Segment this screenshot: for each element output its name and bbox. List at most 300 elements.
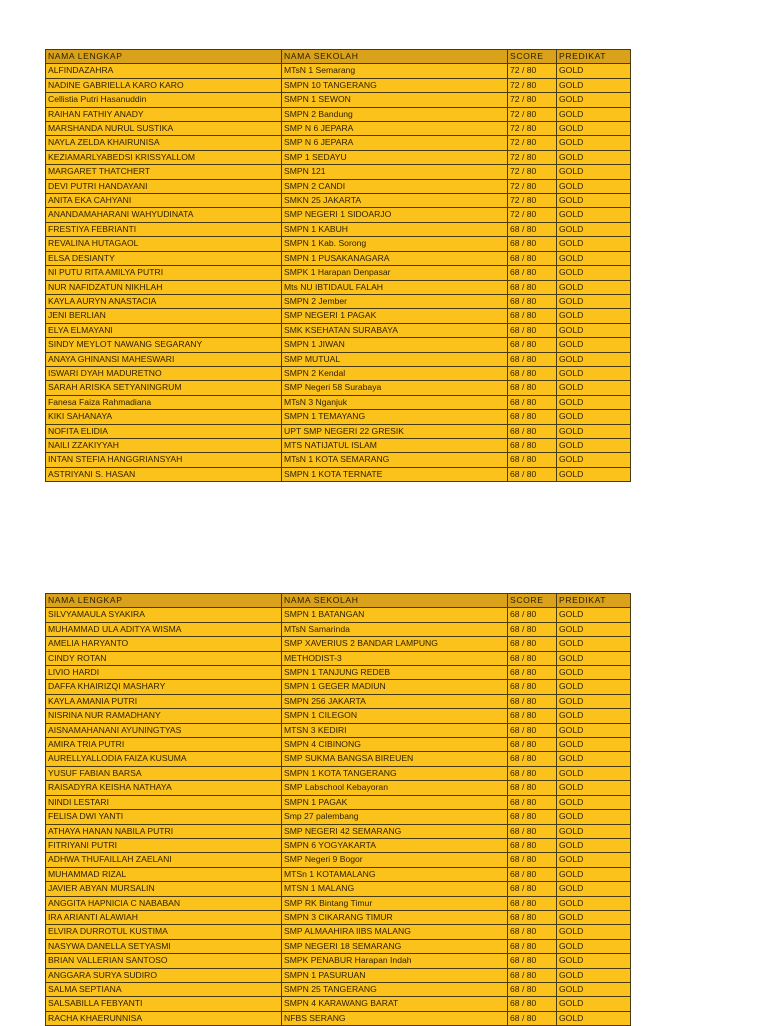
cell-name: ISWARI DYAH MADURETNO <box>46 366 282 380</box>
cell-school: MTsN Samarinda <box>282 622 508 636</box>
table-row <box>46 910 631 924</box>
column-header-predikat: PREDIKAT <box>557 50 631 64</box>
cell-name: ADHWA THUFAILLAH ZAELANI <box>46 853 282 867</box>
cell-predikat: GOLD <box>557 266 631 280</box>
cell-school: SMPN 4 KARAWANG BARAT <box>282 997 508 1011</box>
cell-school: MTSn 1 KOTAMALANG <box>282 867 508 881</box>
cell-predikat: GOLD <box>557 968 631 982</box>
table-row <box>46 882 631 896</box>
cell-predikat: GOLD <box>557 982 631 996</box>
cell-name: SILVYAMAULA SYAKIRA <box>46 608 282 622</box>
cell-school: SMPN 6 YOGYAKARTA <box>282 838 508 852</box>
cell-predikat: GOLD <box>557 838 631 852</box>
table-row <box>46 453 631 467</box>
cell-predikat: GOLD <box>557 338 631 352</box>
table-row <box>46 107 631 121</box>
cell-predikat: GOLD <box>557 882 631 896</box>
cell-school: SMPN 1 KABUH <box>282 222 508 236</box>
cell-name: AURELLYALLODIA FAIZA KUSUMA <box>46 752 282 766</box>
table-row <box>46 982 631 996</box>
cell-predikat: GOLD <box>557 622 631 636</box>
cell-score: 68 / 80 <box>508 781 557 795</box>
cell-predikat: GOLD <box>557 323 631 337</box>
cell-score: 72 / 80 <box>508 93 557 107</box>
table-row <box>46 424 631 438</box>
cell-score: 68 / 80 <box>508 738 557 752</box>
table-row <box>46 997 631 1011</box>
table-row <box>46 93 631 107</box>
cell-school: SMPN 1 GEGER MADIUN <box>282 680 508 694</box>
table-row <box>46 709 631 723</box>
cell-school: MTsN 1 Semarang <box>282 64 508 78</box>
cell-score: 72 / 80 <box>508 165 557 179</box>
column-header-name: NAMA LENGKAP <box>46 594 282 608</box>
cell-school: SMKN 25 JAKARTA <box>282 194 508 208</box>
cell-score: 68 / 80 <box>508 309 557 323</box>
table-body <box>46 64 631 482</box>
cell-school: SMPN 2 Jember <box>282 294 508 308</box>
cell-score: 68 / 80 <box>508 824 557 838</box>
column-header-score: SCORE <box>508 594 557 608</box>
cell-name: FRESTIYA FEBRIANTI <box>46 222 282 236</box>
cell-name: KEZIAMARLYABEDSI KRISSYALLOM <box>46 150 282 164</box>
cell-predikat: GOLD <box>557 410 631 424</box>
table-row <box>46 824 631 838</box>
cell-name: ATHAYA HANAN NABILA PUTRI <box>46 824 282 838</box>
cell-school: SMPN 10 TANGERANG <box>282 78 508 92</box>
cell-school: SMPN 1 CILEGON <box>282 709 508 723</box>
cell-name: DAFFA KHAIRIZQI MASHARY <box>46 680 282 694</box>
cell-name: ELYA ELMAYANI <box>46 323 282 337</box>
cell-score: 68 / 80 <box>508 352 557 366</box>
cell-school: MTSN 3 KEDIRI <box>282 723 508 737</box>
cell-score: 68 / 80 <box>508 982 557 996</box>
table-row <box>46 294 631 308</box>
cell-name: NINDI LESTARI <box>46 795 282 809</box>
table-row <box>46 766 631 780</box>
cell-name: SARAH ARISKA SETYANINGRUM <box>46 381 282 395</box>
table-row <box>46 925 631 939</box>
cell-name: FELISA DWI YANTI <box>46 810 282 824</box>
cell-score: 68 / 80 <box>508 925 557 939</box>
cell-name: NAILI ZZAKIYYAH <box>46 438 282 452</box>
cell-name: KAYLA AMANIA PUTRI <box>46 694 282 708</box>
cell-predikat: GOLD <box>557 352 631 366</box>
cell-score: 68 / 80 <box>508 680 557 694</box>
cell-name: DEVI PUTRI HANDAYANI <box>46 179 282 193</box>
cell-name: CINDY ROTAN <box>46 651 282 665</box>
cell-predikat: GOLD <box>557 766 631 780</box>
cell-school: SMPN 1 KOTA TERNATE <box>282 467 508 481</box>
cell-score: 68 / 80 <box>508 896 557 910</box>
cell-school: SMP MUTUAL <box>282 352 508 366</box>
cell-school: MTS NATIJATUL ISLAM <box>282 438 508 452</box>
cell-predikat: GOLD <box>557 608 631 622</box>
table-row <box>46 237 631 251</box>
table-row <box>46 637 631 651</box>
cell-predikat: GOLD <box>557 107 631 121</box>
cell-predikat: GOLD <box>557 637 631 651</box>
cell-score: 68 / 80 <box>508 954 557 968</box>
table-row <box>46 838 631 852</box>
table-row <box>46 122 631 136</box>
table-row <box>46 280 631 294</box>
cell-score: 68 / 80 <box>508 666 557 680</box>
cell-school: SMP Negeri 58 Surabaya <box>282 381 508 395</box>
cell-score: 68 / 80 <box>508 251 557 265</box>
cell-predikat: GOLD <box>557 723 631 737</box>
cell-name: LIVIO HARDI <box>46 666 282 680</box>
table-row <box>46 608 631 622</box>
table-row <box>46 666 631 680</box>
cell-school: SMPN 1 BATANGAN <box>282 608 508 622</box>
cell-predikat: GOLD <box>557 424 631 438</box>
cell-predikat: GOLD <box>557 93 631 107</box>
table-row <box>46 266 631 280</box>
table-row <box>46 795 631 809</box>
cell-predikat: GOLD <box>557 366 631 380</box>
table-row <box>46 150 631 164</box>
cell-score: 68 / 80 <box>508 853 557 867</box>
cell-school: SMP SUKMA BANGSA BIREUEN <box>282 752 508 766</box>
table-body <box>46 608 631 1026</box>
cell-score: 68 / 80 <box>508 453 557 467</box>
cell-school: SMP Negeri 9 Bogor <box>282 853 508 867</box>
cell-school: SMPN 1 TANJUNG REDEB <box>282 666 508 680</box>
cell-predikat: GOLD <box>557 381 631 395</box>
cell-school: SMPN 1 SEWON <box>282 93 508 107</box>
cell-predikat: GOLD <box>557 467 631 481</box>
table-row <box>46 366 631 380</box>
cell-school: SMPN 3 CIKARANG TIMUR <box>282 910 508 924</box>
cell-predikat: GOLD <box>557 954 631 968</box>
cell-score: 68 / 80 <box>508 882 557 896</box>
table-row <box>46 896 631 910</box>
cell-school: SMP N 6 JEPARA <box>282 122 508 136</box>
table-row <box>46 208 631 222</box>
cell-school: SMP NEGERI 1 PAGAK <box>282 309 508 323</box>
cell-school: SMP XAVERIUS 2 BANDAR LAMPUNG <box>282 637 508 651</box>
cell-predikat: GOLD <box>557 165 631 179</box>
table-row <box>46 810 631 824</box>
cell-score: 68 / 80 <box>508 910 557 924</box>
cell-predikat: GOLD <box>557 280 631 294</box>
cell-score: 68 / 80 <box>508 968 557 982</box>
cell-school: MTsN 1 KOTA SEMARANG <box>282 453 508 467</box>
table-row <box>46 968 631 982</box>
cell-name: ALFINDAZAHRA <box>46 64 282 78</box>
cell-predikat: GOLD <box>557 194 631 208</box>
cell-score: 68 / 80 <box>508 467 557 481</box>
cell-name: SALMA SEPTIANA <box>46 982 282 996</box>
cell-score: 68 / 80 <box>508 997 557 1011</box>
cell-name: Cellistia Putri Hasanuddin <box>46 93 282 107</box>
cell-school: SMPN 1 Kab. Sorong <box>282 237 508 251</box>
cell-name: NADINE GABRIELLA KARO KARO <box>46 78 282 92</box>
cell-name: JENI BERLIAN <box>46 309 282 323</box>
cell-predikat: GOLD <box>557 150 631 164</box>
table-row <box>46 352 631 366</box>
cell-name: NI PUTU RITA AMILYA PUTRI <box>46 266 282 280</box>
table-row <box>46 752 631 766</box>
cell-predikat: GOLD <box>557 309 631 323</box>
cell-school: SMPN 1 PASURUAN <box>282 968 508 982</box>
cell-predikat: GOLD <box>557 896 631 910</box>
cell-score: 68 / 80 <box>508 694 557 708</box>
cell-predikat: GOLD <box>557 294 631 308</box>
cell-score: 68 / 80 <box>508 608 557 622</box>
cell-score: 68 / 80 <box>508 395 557 409</box>
cell-score: 68 / 80 <box>508 651 557 665</box>
table-row <box>46 381 631 395</box>
cell-predikat: GOLD <box>557 738 631 752</box>
cell-predikat: GOLD <box>557 651 631 665</box>
table-row <box>46 165 631 179</box>
cell-predikat: GOLD <box>557 925 631 939</box>
cell-school: SMK KSEHATAN SURABAYA <box>282 323 508 337</box>
cell-score: 68 / 80 <box>508 266 557 280</box>
cell-score: 68 / 80 <box>508 766 557 780</box>
cell-name: NOFITA ELIDIA <box>46 424 282 438</box>
table-row <box>46 323 631 337</box>
cell-predikat: GOLD <box>557 222 631 236</box>
cell-name: NUR NAFIDZATUN NIKHLAH <box>46 280 282 294</box>
cell-predikat: GOLD <box>557 666 631 680</box>
cell-name: ANGGITA HAPNICIA C NABABAN <box>46 896 282 910</box>
cell-predikat: GOLD <box>557 237 631 251</box>
results-table-2 <box>45 593 631 1026</box>
cell-name: BRIAN VALLERIAN SANTOSO <box>46 954 282 968</box>
cell-name: JAVIER ABYAN MURSALIN <box>46 882 282 896</box>
cell-score: 68 / 80 <box>508 795 557 809</box>
cell-predikat: GOLD <box>557 179 631 193</box>
cell-school: SMPN 1 JIWAN <box>282 338 508 352</box>
column-header-score: SCORE <box>508 50 557 64</box>
table-row <box>46 395 631 409</box>
cell-school: SMP N 6 JEPARA <box>282 136 508 150</box>
cell-score: 68 / 80 <box>508 838 557 852</box>
cell-school: Mts NU IBTIDAUL FALAH <box>282 280 508 294</box>
cell-predikat: GOLD <box>557 867 631 881</box>
table-row <box>46 179 631 193</box>
cell-predikat: GOLD <box>557 752 631 766</box>
cell-predikat: GOLD <box>557 78 631 92</box>
cell-name: MARSHANDA NURUL SUSTIKA <box>46 122 282 136</box>
cell-name: KAYLA AURYN ANASTACIA <box>46 294 282 308</box>
cell-predikat: GOLD <box>557 694 631 708</box>
header-row <box>46 594 631 608</box>
cell-predikat: GOLD <box>557 395 631 409</box>
cell-school: SMPN 1 KOTA TANGERANG <box>282 766 508 780</box>
cell-score: 68 / 80 <box>508 810 557 824</box>
table-row <box>46 867 631 881</box>
table-row <box>46 309 631 323</box>
cell-school: SMP NEGERI 18 SEMARANG <box>282 939 508 953</box>
table-row <box>46 738 631 752</box>
cell-score: 68 / 80 <box>508 366 557 380</box>
cell-predikat: GOLD <box>557 251 631 265</box>
table-row <box>46 651 631 665</box>
cell-name: KIKI SAHANAYA <box>46 410 282 424</box>
cell-predikat: GOLD <box>557 810 631 824</box>
table-row <box>46 64 631 78</box>
cell-school: SMPN 121 <box>282 165 508 179</box>
cell-score: 68 / 80 <box>508 622 557 636</box>
cell-name: NASYWA DANELLA SETYASMI <box>46 939 282 953</box>
cell-score: 68 / 80 <box>508 381 557 395</box>
table-row <box>46 622 631 636</box>
cell-name: MUHAMMAD RIZAL <box>46 867 282 881</box>
cell-predikat: GOLD <box>557 136 631 150</box>
cell-score: 72 / 80 <box>508 64 557 78</box>
cell-name: FITRIYANI PUTRI <box>46 838 282 852</box>
cell-school: NFBS SERANG <box>282 1011 508 1025</box>
cell-school: SMPK PENABUR Harapan Indah <box>282 954 508 968</box>
cell-score: 72 / 80 <box>508 122 557 136</box>
table-row <box>46 781 631 795</box>
cell-name: ELSA DESIANTY <box>46 251 282 265</box>
cell-score: 72 / 80 <box>508 78 557 92</box>
cell-name: ANAYA GHINANSI MAHESWARI <box>46 352 282 366</box>
header-row <box>46 50 631 64</box>
cell-score: 68 / 80 <box>508 723 557 737</box>
cell-school: SMP Labschool Kebayoran <box>282 781 508 795</box>
cell-name: ANITA EKA CAHYANI <box>46 194 282 208</box>
cell-name: IRA ARIANTI ALAWIAH <box>46 910 282 924</box>
cell-name: MARGARET THATCHERT <box>46 165 282 179</box>
cell-school: Smp 27 palembang <box>282 810 508 824</box>
table-row <box>46 939 631 953</box>
cell-predikat: GOLD <box>557 453 631 467</box>
cell-score: 68 / 80 <box>508 438 557 452</box>
cell-school: SMP ALMAAHIRA IIBS MALANG <box>282 925 508 939</box>
cell-score: 68 / 80 <box>508 280 557 294</box>
cell-name: YUSUF FABIAN BARSA <box>46 766 282 780</box>
cell-predikat: GOLD <box>557 910 631 924</box>
cell-school: UPT SMP NEGERI 22 GRESIK <box>282 424 508 438</box>
cell-score: 68 / 80 <box>508 939 557 953</box>
cell-predikat: GOLD <box>557 438 631 452</box>
cell-name: INTAN STEFIA HANGGRIANSYAH <box>46 453 282 467</box>
table-row <box>46 78 631 92</box>
results-table-1 <box>45 49 631 482</box>
table-row <box>46 136 631 150</box>
cell-predikat: GOLD <box>557 824 631 838</box>
cell-score: 68 / 80 <box>508 294 557 308</box>
cell-school: SMPN 2 Kendal <box>282 366 508 380</box>
table-row <box>46 694 631 708</box>
cell-school: MTSN 1 MALANG <box>282 882 508 896</box>
cell-score: 68 / 80 <box>508 709 557 723</box>
table-row <box>46 853 631 867</box>
cell-school: MTsN 3 Nganjuk <box>282 395 508 409</box>
cell-predikat: GOLD <box>557 997 631 1011</box>
cell-predikat: GOLD <box>557 781 631 795</box>
cell-predikat: GOLD <box>557 709 631 723</box>
cell-score: 72 / 80 <box>508 208 557 222</box>
cell-predikat: GOLD <box>557 853 631 867</box>
cell-school: SMPN 2 Bandung <box>282 107 508 121</box>
cell-score: 68 / 80 <box>508 410 557 424</box>
column-header-school: NAMA SEKOLAH <box>282 50 508 64</box>
cell-school: SMPN 1 PAGAK <box>282 795 508 809</box>
cell-name: ELVIRA DURROTUL KUSTIMA <box>46 925 282 939</box>
cell-school: SMP NEGERI 42 SEMARANG <box>282 824 508 838</box>
cell-score: 72 / 80 <box>508 107 557 121</box>
cell-name: AMELIA HARYANTO <box>46 637 282 651</box>
cell-score: 68 / 80 <box>508 338 557 352</box>
cell-score: 68 / 80 <box>508 1011 557 1025</box>
cell-predikat: GOLD <box>557 208 631 222</box>
cell-predikat: GOLD <box>557 939 631 953</box>
cell-name: SALSABILLA FEBYANTI <box>46 997 282 1011</box>
cell-score: 68 / 80 <box>508 222 557 236</box>
cell-name: ANANDAMAHARANI WAHYUDINATA <box>46 208 282 222</box>
cell-school: SMPN 2 CANDI <box>282 179 508 193</box>
cell-school: SMPN 256 JAKARTA <box>282 694 508 708</box>
cell-name: MUHAMMAD ULA ADITYA WISMA <box>46 622 282 636</box>
cell-name: RACHA KHAERUNNISA <box>46 1011 282 1025</box>
cell-predikat: GOLD <box>557 795 631 809</box>
table-row <box>46 438 631 452</box>
cell-name: ANGGARA SURYA SUDIRO <box>46 968 282 982</box>
cell-predikat: GOLD <box>557 64 631 78</box>
column-header-name: NAMA LENGKAP <box>46 50 282 64</box>
cell-predikat: GOLD <box>557 122 631 136</box>
cell-score: 68 / 80 <box>508 637 557 651</box>
cell-name: Fanesa Faiza Rahmadiana <box>46 395 282 409</box>
cell-name: AISNAMAHANANI AYUNINGTYAS <box>46 723 282 737</box>
cell-school: SMPN 1 PUSAKANAGARA <box>282 251 508 265</box>
table-row <box>46 251 631 265</box>
cell-name: SINDY MEYLOT NAWANG SEGARANY <box>46 338 282 352</box>
table-row <box>46 410 631 424</box>
cell-predikat: GOLD <box>557 1011 631 1025</box>
cell-score: 68 / 80 <box>508 424 557 438</box>
cell-school: METHODIST-3 <box>282 651 508 665</box>
cell-score: 68 / 80 <box>508 752 557 766</box>
table-row <box>46 194 631 208</box>
cell-school: SMP 1 SEDAYU <box>282 150 508 164</box>
cell-name: ASTRIYANI S. HASAN <box>46 467 282 481</box>
cell-score: 72 / 80 <box>508 179 557 193</box>
column-header-predikat: PREDIKAT <box>557 594 631 608</box>
cell-score: 68 / 80 <box>508 323 557 337</box>
cell-name: RAISADYRA KEISHA NATHAYA <box>46 781 282 795</box>
cell-name: NAYLA ZELDA KHAIRUNISA <box>46 136 282 150</box>
cell-score: 72 / 80 <box>508 194 557 208</box>
table-row <box>46 680 631 694</box>
cell-name: REVALINA HUTAGAOL <box>46 237 282 251</box>
cell-school: SMP RK Bintang Timur <box>282 896 508 910</box>
table-row <box>46 467 631 481</box>
cell-name: AMIRA TRIA PUTRI <box>46 738 282 752</box>
cell-school: SMPN 25 TANGERANG <box>282 982 508 996</box>
cell-score: 68 / 80 <box>508 867 557 881</box>
table-row <box>46 338 631 352</box>
cell-predikat: GOLD <box>557 680 631 694</box>
cell-score: 68 / 80 <box>508 237 557 251</box>
cell-score: 72 / 80 <box>508 136 557 150</box>
cell-school: SMP NEGERI 1 SIDOARJO <box>282 208 508 222</box>
table-row <box>46 222 631 236</box>
table-row <box>46 954 631 968</box>
cell-score: 72 / 80 <box>508 150 557 164</box>
cell-school: SMPK 1 Harapan Denpasar <box>282 266 508 280</box>
cell-name: RAIHAN FATHIY ANADY <box>46 107 282 121</box>
cell-school: SMPN 1 TEMAYANG <box>282 410 508 424</box>
cell-name: NISRINA NUR RAMADHANY <box>46 709 282 723</box>
